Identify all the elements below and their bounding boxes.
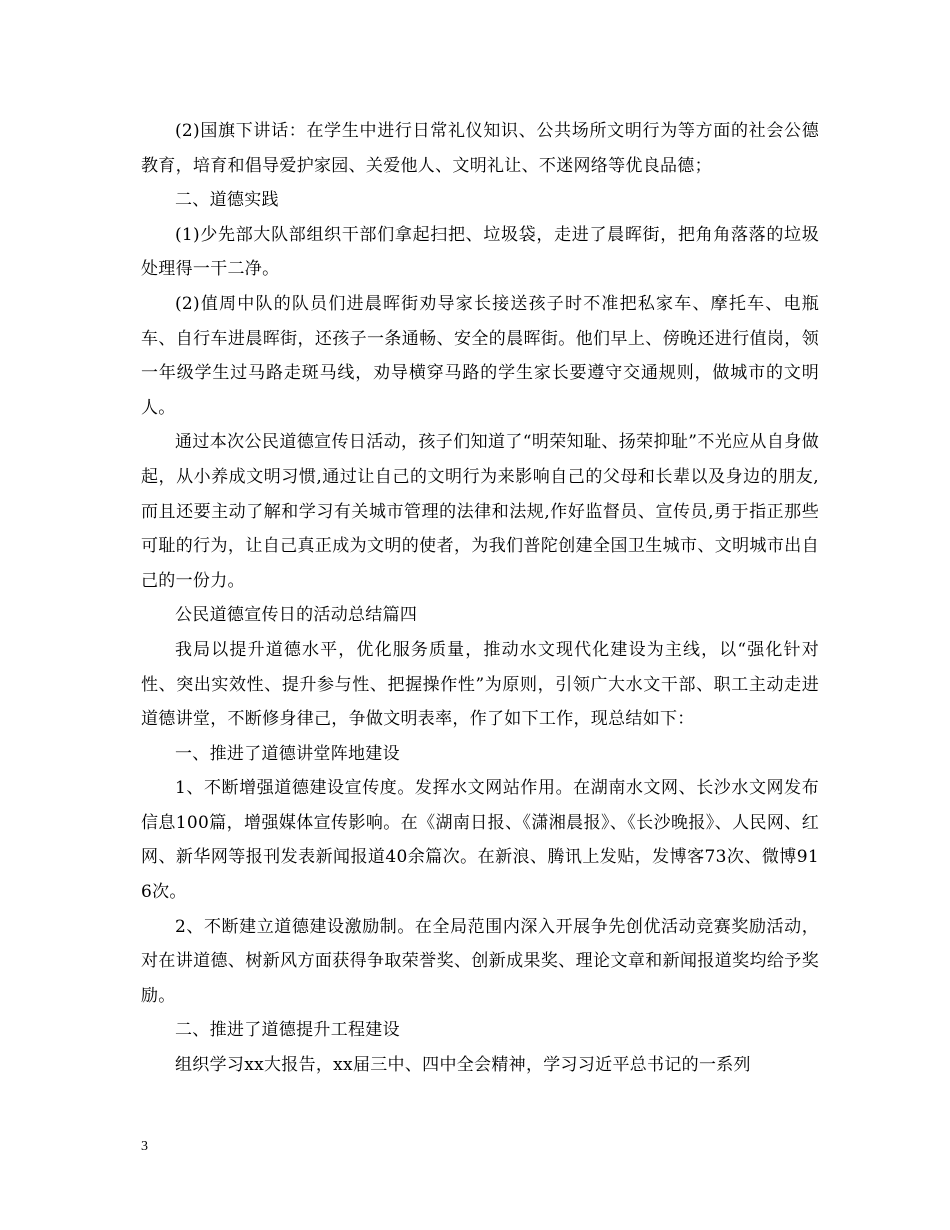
paragraph-incentives: 2、不断建立道德建设激励制。在全局范围内深入开展争先创优活动竞赛奖励活动，对在讲道德、树新风方面获得争取荣誉奖、创新成果奖、理论文章和新闻报道奖均给予奖励。 (141, 916, 819, 1006)
paragraph-national-flag-speech: (2)国旗下讲话：在学生中进行日常礼仪知识、公共场所文明行为等方面的社会公德教育，培育和倡导爱护家园、关爱他人、文明礼让、不迷网络等优良品德； (141, 121, 819, 176)
paragraph-duty-squadron: (2)值周中队的队员们进晨晖街劝导家长接送孩子时不准把私家车、摩托车、电瓶车、自行车进晨晖街，还孩子一条通畅、安全的晨晖街。他们早上、傍晚还进行值岗，领一年级学生过马路走斑马线，劝导横穿马路的学生家长要遵守交通规则，做城市的文明人。 (141, 293, 819, 418)
paragraph-bureau-intro: 我局以提升道德水平，优化服务质量，推动水文现代化建设为主线，以“强化针对性、突出实效性、提升参与性、把握操作性”为原则，引领广大水文干部、职工主动走进道德讲堂，不断修身律己，争做文明表率，作了如下工作，现总结如下： (141, 639, 819, 730)
section-title-part-four: 公民道德宣传日的活动总结篇四 (175, 605, 418, 626)
paragraph-young-pioneers-cleanup: (1)少先部大队部组织干部们拿起扫把、垃圾袋，走进了晨晖街，把角角落落的垃圾处理得一干二净。 (141, 224, 819, 280)
heading-moral-improvement: 二、推进了道德提升工程建设 (175, 1020, 400, 1041)
document-body (141, 114, 819, 1083)
paragraph-activity-summary: 通过本次公民道德宣传日活动，孩子们知道了“明荣知耻、扬荣抑耻”不光应从自身做起，从小养成文明习惯,通过让自己的文明行为来影响自己的父母和长辈以及身边的朋友,而且还要主动了解和学习有关城市管理的法律和法规,作好监督员、宣传员,勇于指正那些可耻的行为，让自己真正成为文明的使者，为我们普陀创建全国卫生城市、文明城市出自己的一份力。 (141, 432, 819, 591)
heading-moral-practice: 二、道德实践 (175, 190, 279, 211)
paragraph-study: 组织学习xx大报告，xx届三中、四中全会精神，学习习近平总书记的一系列 (175, 1055, 751, 1076)
paragraph-publicity: 1、不断增强道德建设宣传度。发挥水文网站作用。在湖南水文网、长沙水文网发布信息100篇，增强媒体宣传影响。在《湖南日报、《潇湘晨报》、《长沙晚报》、人民网、红网、新华网等报刊发表新闻报道40余篇次。在新浪、腾讯上发贴，发博客73次、微博916次。 (141, 778, 819, 903)
heading-moral-lecture-hall: 一、推进了道德讲堂阵地建设 (175, 743, 400, 764)
page-number: 3 (141, 1139, 148, 1154)
